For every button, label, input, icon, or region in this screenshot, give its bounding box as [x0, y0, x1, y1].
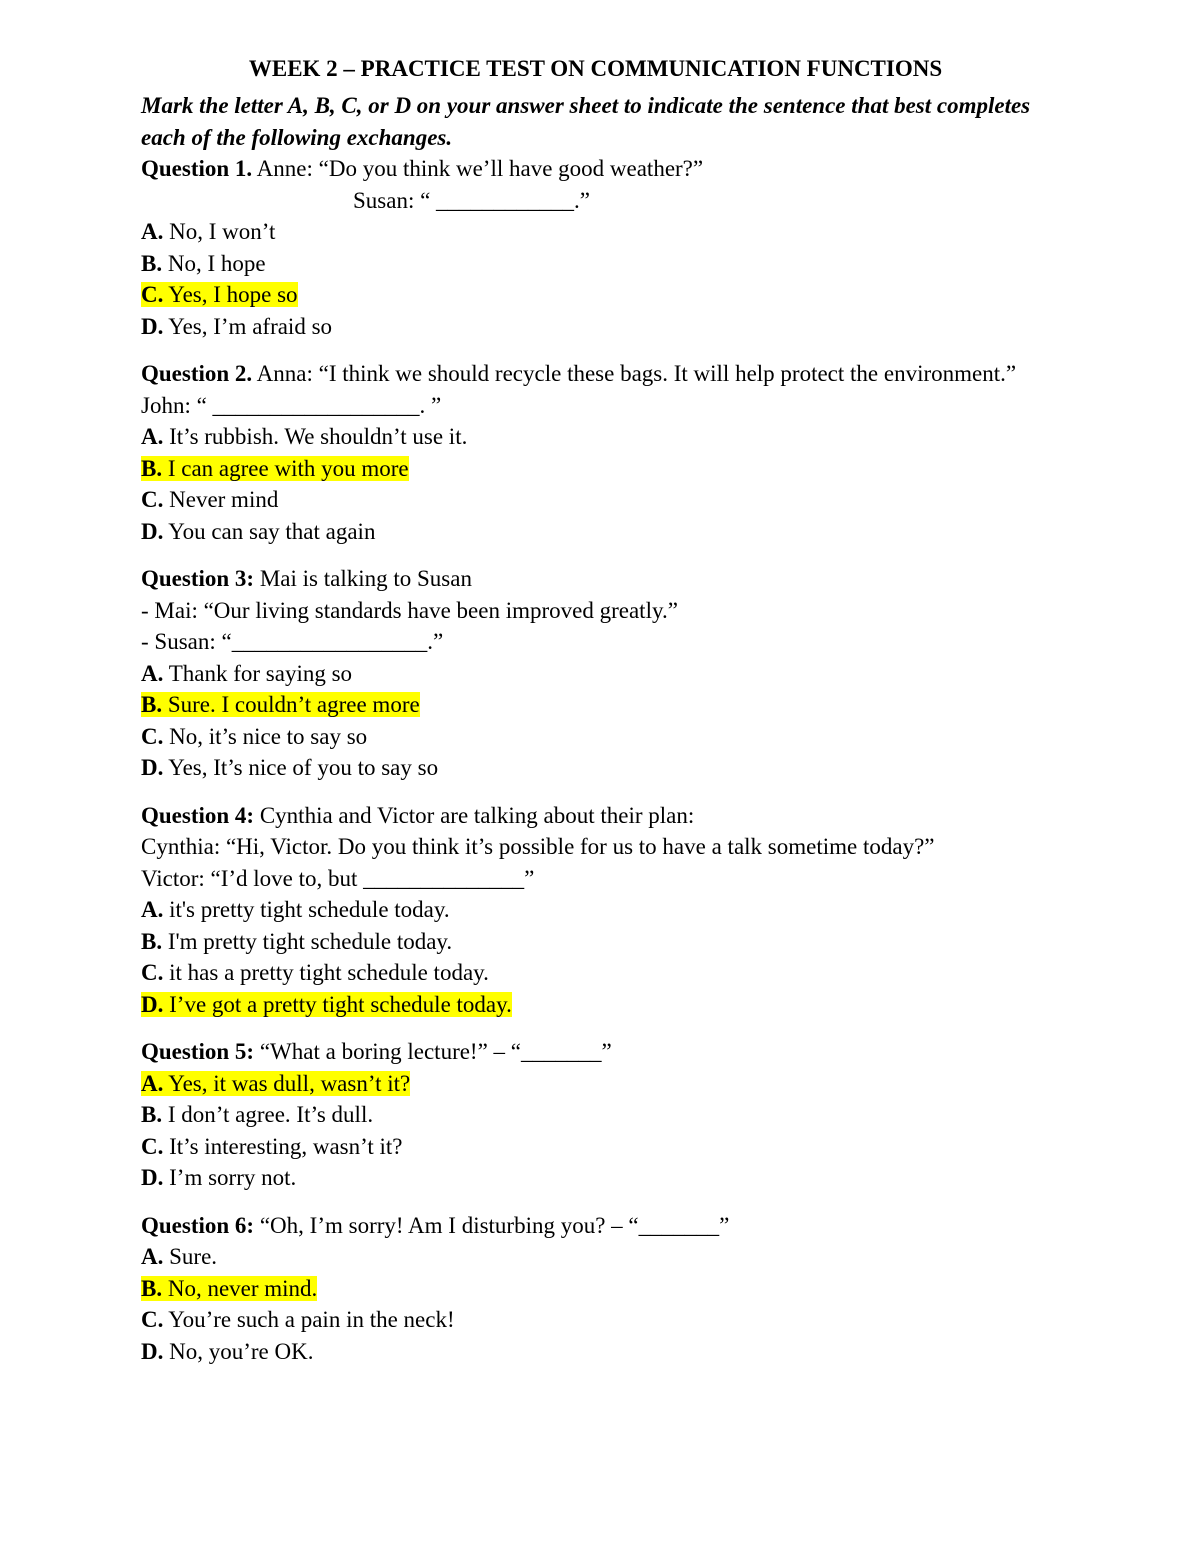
option-text: You’re such a pain in the neck!	[163, 1307, 455, 1332]
question-stem	[141, 800, 1050, 832]
option-text: I'm pretty tight schedule today.	[162, 928, 453, 954]
question-4	[141, 800, 1050, 1021]
option-text: I’m sorry not.	[163, 1165, 297, 1190]
option-text: Sure.	[163, 1244, 218, 1269]
option-b-answer	[141, 689, 1050, 721]
question-6	[141, 1210, 1050, 1368]
option-d	[141, 311, 1050, 343]
option-letter: D.	[141, 755, 164, 780]
option-text: No, it’s nice to say so	[163, 723, 368, 749]
question-text: “Oh, I’m sorry! Am I disturbing you? – “_______”	[254, 1212, 730, 1238]
option-letter: A.	[141, 424, 164, 449]
question-line: - Mai: “Our living standards have been improved greatly.”	[141, 597, 678, 623]
option-text: Yes, it was dull, wasn’t it?	[163, 1070, 411, 1096]
option-a	[141, 658, 1050, 690]
question-stem	[141, 153, 1050, 185]
option-text: You can say that again	[163, 518, 376, 544]
option-letter: C.	[141, 1133, 164, 1159]
option-letter: B.	[141, 928, 163, 954]
option-c	[141, 484, 1050, 516]
option-a-answer	[141, 1068, 1050, 1100]
question-line: - Susan: “_________________.”	[141, 629, 444, 654]
option-text: No, I won’t	[163, 219, 276, 244]
option-letter: B.	[141, 692, 163, 717]
question-label: Question 5:	[141, 1039, 255, 1064]
option-text: I don’t agree. It’s dull.	[162, 1102, 374, 1127]
option-letter: C.	[141, 960, 164, 985]
option-text: It’s interesting, wasn’t it?	[163, 1133, 403, 1159]
page-title: WEEK 2 – PRACTICE TEST ON COMMUNICATION FUNCTIONS	[248, 56, 943, 81]
question-label: Question 2.	[141, 361, 253, 386]
option-c	[141, 1304, 1050, 1336]
option-letter: B.	[141, 250, 163, 276]
option-b-answer	[141, 453, 1050, 485]
option-c-answer	[141, 279, 1050, 311]
option-text: It’s rubbish. We shouldn’t use it.	[163, 424, 468, 449]
question-stem	[141, 1210, 1050, 1242]
question-stem	[141, 1036, 1050, 1068]
option-a	[141, 216, 1050, 248]
option-b	[141, 926, 1050, 958]
question-line: Victor: “I’d love to, but ______________”	[141, 865, 535, 891]
question-stem	[141, 358, 1050, 390]
option-b	[141, 1099, 1050, 1131]
option-text: No, never mind.	[162, 1275, 318, 1301]
option-letter: A.	[141, 660, 164, 686]
option-d-answer	[141, 989, 1050, 1021]
option-letter: A.	[141, 897, 164, 922]
question-1	[141, 153, 1050, 342]
option-b	[141, 248, 1050, 280]
question-stem	[141, 563, 1050, 595]
question-label: Question 6:	[141, 1212, 255, 1238]
question-2	[141, 358, 1050, 547]
question-text: Cynthia and Victor are talking about their plan:	[254, 802, 695, 828]
question-label: Question 3:	[141, 566, 255, 591]
option-text: Yes, I hope so	[163, 282, 298, 307]
question-text: Anna: “I think we should recycle these bags. It will help protect the environment.”	[252, 361, 1017, 386]
option-text: it's pretty tight schedule today.	[163, 897, 450, 922]
option-letter: C.	[141, 282, 164, 307]
option-letter: C.	[141, 487, 164, 512]
option-letter: A.	[141, 1244, 164, 1269]
option-letter: C.	[141, 723, 164, 749]
option-letter: D.	[141, 1338, 164, 1364]
option-d	[141, 1336, 1050, 1368]
question-line: John: “ __________________. ”	[141, 392, 442, 418]
option-letter: B.	[141, 1275, 163, 1301]
option-b-answer	[141, 1273, 1050, 1305]
question-label: Question 1.	[141, 156, 253, 181]
option-letter: D.	[141, 1165, 164, 1190]
question-3	[141, 563, 1050, 784]
option-letter: B.	[141, 1102, 163, 1127]
option-d	[141, 516, 1050, 548]
option-text: it has a pretty tight schedule today.	[163, 960, 489, 985]
option-letter: D.	[141, 313, 164, 339]
option-text: No, you’re OK.	[163, 1338, 314, 1364]
option-c	[141, 957, 1050, 989]
option-a	[141, 421, 1050, 453]
option-letter: B.	[141, 455, 163, 481]
question-line: Cynthia: “Hi, Victor. Do you think it’s possible for us to have a talk sometime today?”	[141, 834, 935, 859]
option-d	[141, 1162, 1050, 1194]
option-text: Yes, It’s nice of you to say so	[163, 755, 439, 780]
option-text: Thank for saying so	[163, 660, 353, 686]
option-text: Never mind	[163, 487, 279, 512]
question-text: Mai is talking to Susan	[254, 566, 472, 591]
option-letter: A.	[141, 1070, 164, 1096]
option-letter: A.	[141, 219, 164, 244]
option-a	[141, 894, 1050, 926]
option-text: No, I hope	[162, 250, 266, 276]
option-letter: D.	[141, 991, 164, 1017]
option-c	[141, 1131, 1050, 1163]
question-label: Question 4:	[141, 802, 255, 828]
question-text: Anne: “Do you think we’ll have good weather?”	[252, 156, 704, 181]
option-text: Sure. I couldn’t agree more	[162, 692, 420, 717]
option-letter: C.	[141, 1307, 164, 1332]
option-c	[141, 721, 1050, 753]
instruction: Mark the letter A, B, C, or D on your answer sheet to indicate the sentence that best completes each of the following exchanges.	[141, 93, 1031, 150]
option-d	[141, 752, 1050, 784]
option-text: I’ve got a pretty tight schedule today.	[163, 991, 512, 1017]
question-text: “What a boring lecture!” – “_______”	[254, 1039, 612, 1064]
question-line: Susan: “ ____________.”	[353, 187, 591, 213]
question-5	[141, 1036, 1050, 1194]
option-text: I can agree with you more	[162, 455, 409, 481]
option-letter: D.	[141, 518, 164, 544]
option-a	[141, 1241, 1050, 1273]
option-text: Yes, I’m afraid so	[163, 313, 333, 339]
